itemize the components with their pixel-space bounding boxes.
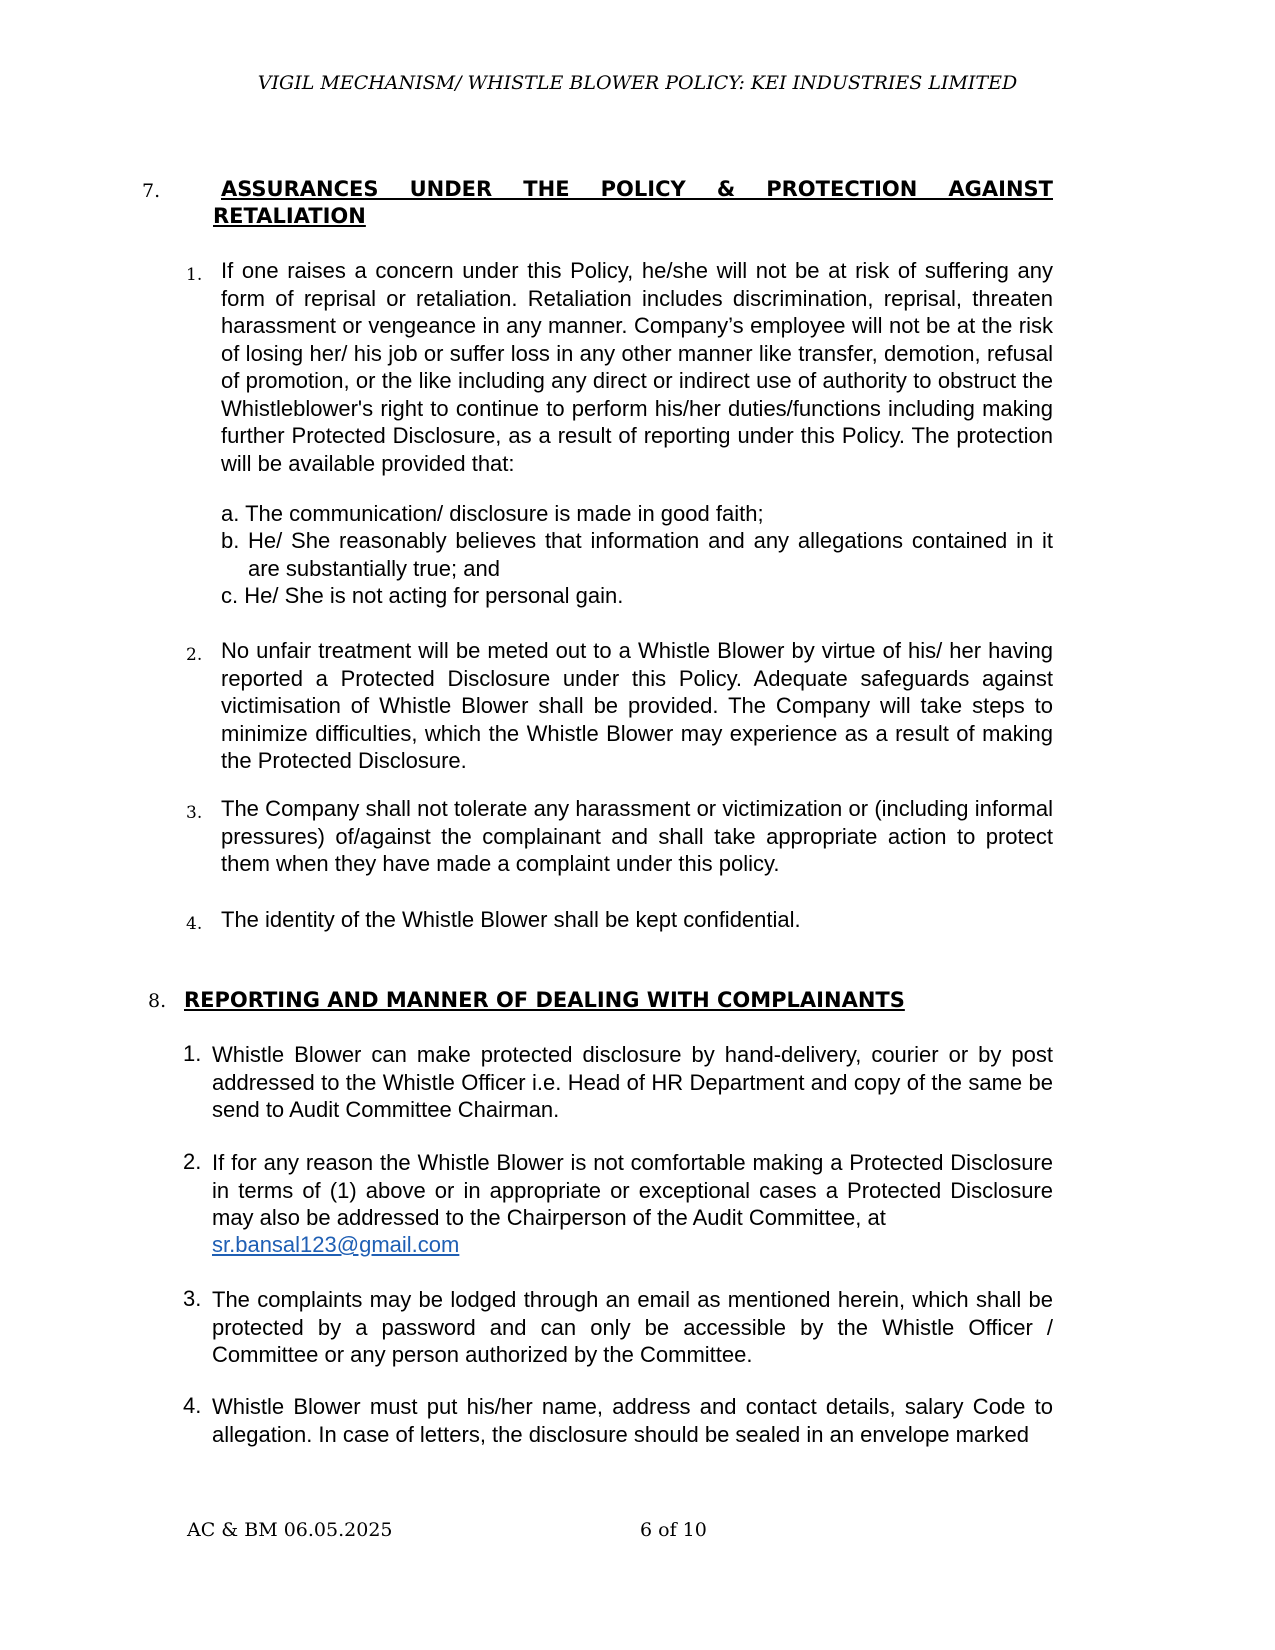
s7-condition-b-text: He/ She reasonably believes that information and any allegations contained in it are substantially true; and — [248, 528, 1053, 581]
s7-item-1-number: 1. — [186, 265, 203, 285]
page-header: VIGIL MECHANISM/ WHISTLE BLOWER POLICY: KEI INDUSTRIES LIMITED — [257, 72, 1018, 94]
s7-item-2-text: No unfair treatment will be meted out to a Whistle Blower by virtue of his/ her having reported a Protected Disclosure under this Policy. Adequate safeguards against victimisation of Whistle Blower shall be provided. The Company will take steps to minimize difficulties, which the Whistle Blower may experience as a result of making the Protected Disclosure. — [221, 638, 1053, 773]
s7-condition-c-label: c. — [221, 583, 239, 608]
s7-item-4-text: The identity of the Whistle Blower shall be kept confidential. — [221, 907, 801, 932]
s8-item-1-text: Whistle Blower can make protected disclosure by hand-delivery, courier or by post addressed to the Whistle Officer i.e. Head of HR Department and copy of the same be send to Audit Committee Chairman. — [212, 1042, 1053, 1122]
s7-item-4-number: 4. — [186, 914, 203, 934]
footer-reference: AC & BM 06.05.2025 — [187, 1519, 393, 1541]
s7-condition-c — [221, 582, 1053, 610]
s8-item-2-number: 2. — [183, 1149, 202, 1174]
section-7-heading-line1: ASSURANCES UNDER THE POLICY & PROTECTION AGAINST — [221, 177, 1053, 201]
s8-item-4-text: Whistle Blower must put his/her name, address and contact details, salary Code to allegation. In case of letters, the disclosure should be sealed in an envelope marked — [212, 1394, 1053, 1447]
section-8-number: 8. — [148, 990, 167, 1012]
s7-item-1-text: If one raises a concern under this Policy, he/she will not be at risk of suffering any form of reprisal or retaliation. Retaliation includes discrimination, reprisal, threaten harassment or vengeance in any manner. Company’s employee will not be at the risk of losing her/ his job or suffer loss in any other manner like transfer, demotion, refusal of promotion, or the like including any direct or indirect use of authority to obstruct the Whistleblower's right to continue to perform his/her duties/functions including making further Protected Disclosure, as a result of reporting under this Policy. The protection will be available provided that: — [221, 258, 1053, 476]
s7-condition-a-label: a. — [221, 501, 240, 526]
s8-item-2-email-link[interactable]: sr.bansal123@gmail.com — [212, 1232, 460, 1257]
s7-condition-a — [221, 500, 1053, 528]
s7-condition-a-text: The communication/ disclosure is made in good faith; — [245, 501, 764, 526]
s7-item-2-number: 2. — [186, 645, 203, 665]
s7-condition-b-label: b. — [221, 528, 240, 553]
s8-item-3-text: The complaints may be lodged through an email as mentioned herein, which shall be protected by a password and can only be accessible by the Whistle Officer / Committee or any person authorized by the Committee. — [212, 1287, 1053, 1367]
s7-item-3-number: 3. — [186, 803, 203, 823]
section-8-heading: REPORTING AND MANNER OF DEALING WITH COMPLAINANTS — [184, 988, 905, 1012]
s7-item-3-text: The Company shall not tolerate any harassment or victimization or (including informal pressures) of/against the complainant and shall take appropriate action to protect them when they have made a complaint under this policy. — [221, 796, 1053, 876]
s8-item-3-number: 3. — [183, 1286, 202, 1311]
s8-item-1-number: 1. — [183, 1041, 202, 1066]
s8-item-4-number: 4. — [183, 1393, 202, 1418]
footer-page-number: 6 of 10 — [640, 1519, 707, 1541]
s7-condition-c-text: He/ She is not acting for personal gain. — [244, 583, 624, 608]
section-7-heading-line2: RETALIATION — [213, 204, 366, 228]
s8-item-2-text: If for any reason the Whistle Blower is not comfortable making a Protected Disclosure in terms of (1) above or in appropriate or exceptional cases a Protected Disclosure may also be addressed to the Chairperson of the Audit Committee, at — [212, 1150, 1053, 1230]
section-7-number: 7. — [142, 180, 161, 202]
